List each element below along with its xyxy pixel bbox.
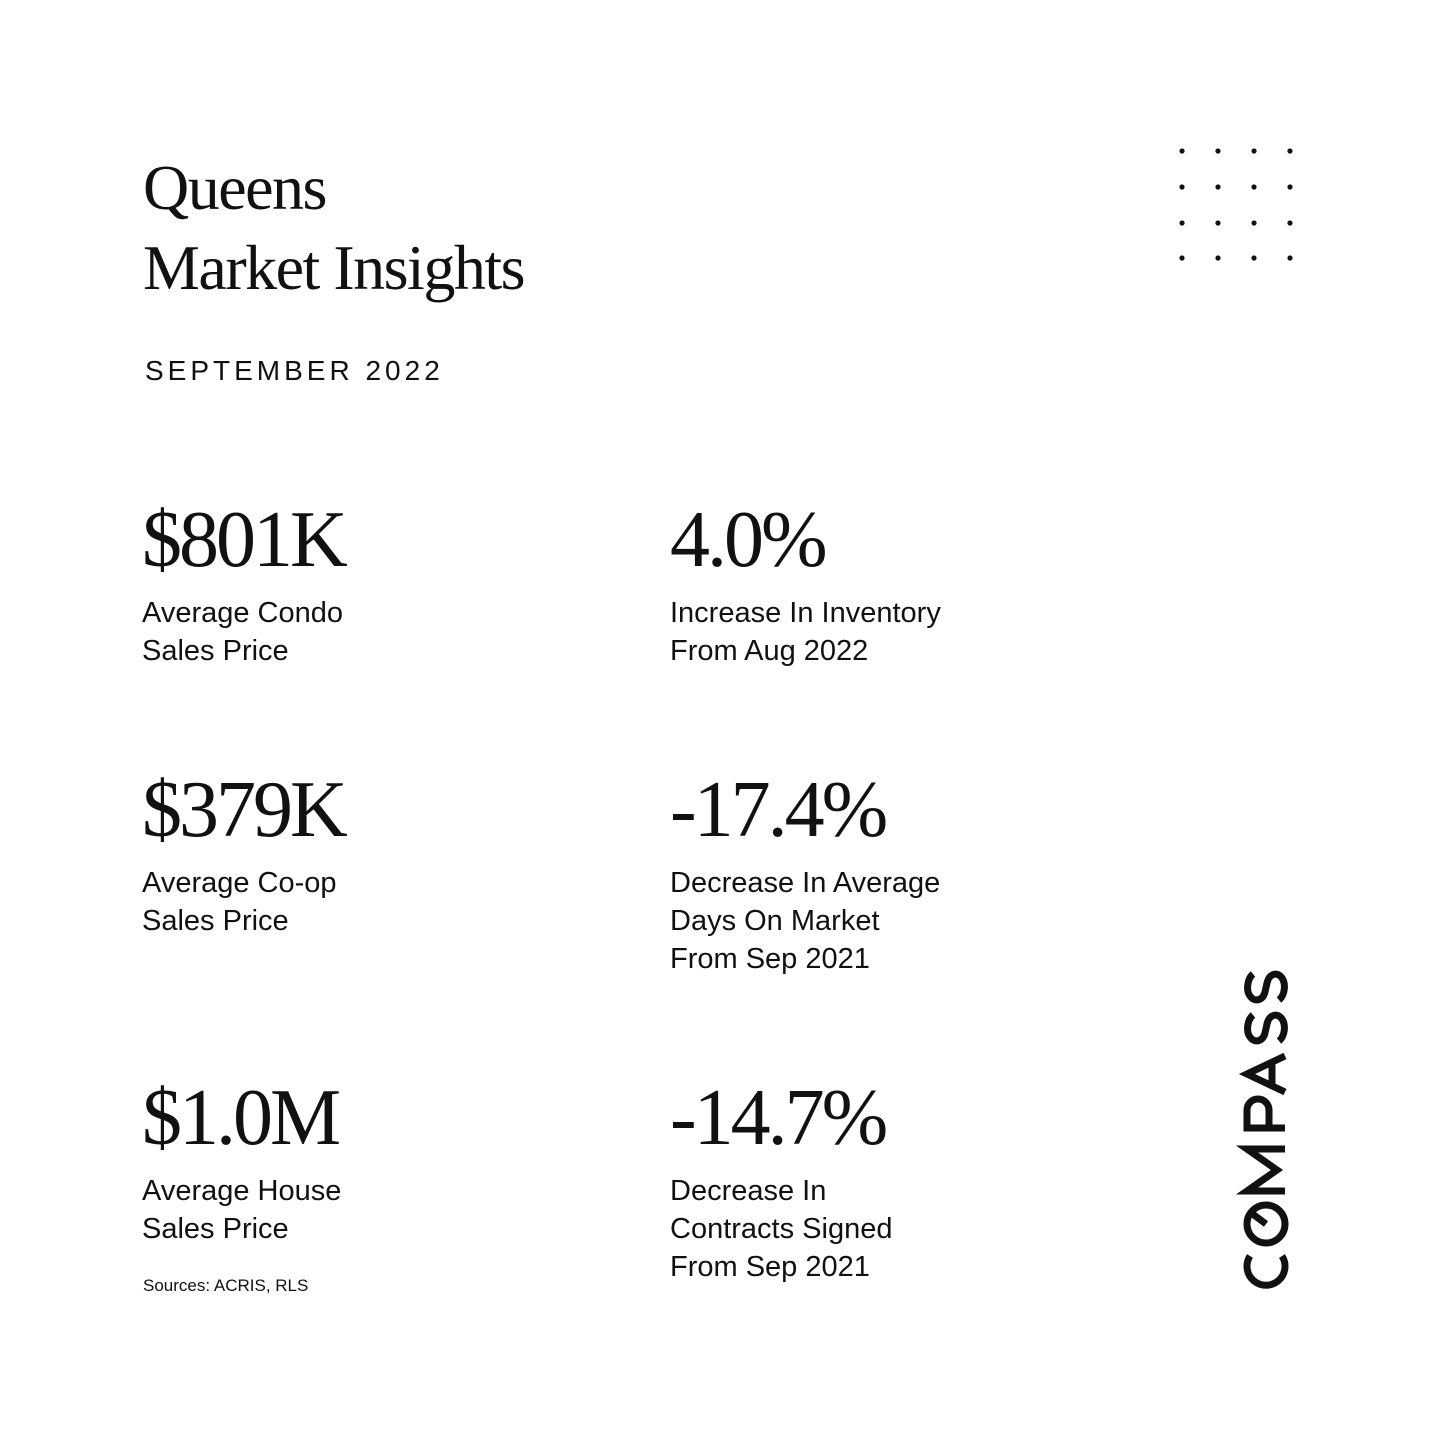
stat-label-line: Decrease In (670, 1175, 827, 1207)
stat-value: $1.0M (142, 1074, 339, 1162)
dot-grid-icon (1170, 140, 1300, 270)
stat-avg-condo-price (142, 496, 345, 670)
stat-label-line: From Sep 2021 (670, 1251, 870, 1283)
stat-value: -17.4% (670, 766, 886, 854)
stat-label-line: Average Condo (142, 597, 344, 629)
stat-label (670, 594, 941, 670)
stat-label-line: Sales Price (142, 905, 289, 937)
compass-wordmark-icon (1230, 950, 1300, 1300)
page-title (143, 148, 524, 308)
stat-avg-house-price (142, 1074, 342, 1248)
stat-value: 4.0% (670, 496, 825, 584)
stat-label-line: Average Co-op (142, 867, 337, 899)
stat-label-line: From Sep 2021 (670, 943, 870, 975)
report-date: SEPTEMBER 2022 (145, 355, 444, 386)
stat-label (142, 1172, 341, 1248)
stat-label (670, 1172, 892, 1286)
stat-label (142, 594, 345, 670)
stat-label-line: Increase In Inventory (670, 597, 941, 629)
stat-label (142, 864, 345, 940)
stat-label-line: Sales Price (142, 1213, 289, 1245)
stat-avg-coop-price (142, 766, 345, 940)
stat-value: $379K (142, 766, 345, 854)
stat-value: $801K (142, 496, 345, 584)
stat-label-line: From Aug 2022 (670, 635, 869, 667)
stat-label-line: Decrease In Average (670, 867, 941, 899)
stat-inventory-change (670, 496, 941, 670)
stat-label-line: Contracts Signed (670, 1213, 893, 1245)
stat-label (670, 864, 940, 978)
stat-label-line: Days On Market (670, 905, 880, 937)
stat-value: -14.7% (670, 1074, 886, 1162)
stat-label-line: Sales Price (142, 635, 289, 667)
sources-note: Sources: ACRIS, RLS (143, 1276, 309, 1295)
stat-days-on-market-change (670, 766, 941, 978)
title-line-1: Queens (143, 152, 326, 223)
stat-label-line: Average House (142, 1175, 342, 1207)
stat-contracts-signed-change (670, 1074, 893, 1286)
title-line-2: Market Insights (143, 232, 524, 303)
